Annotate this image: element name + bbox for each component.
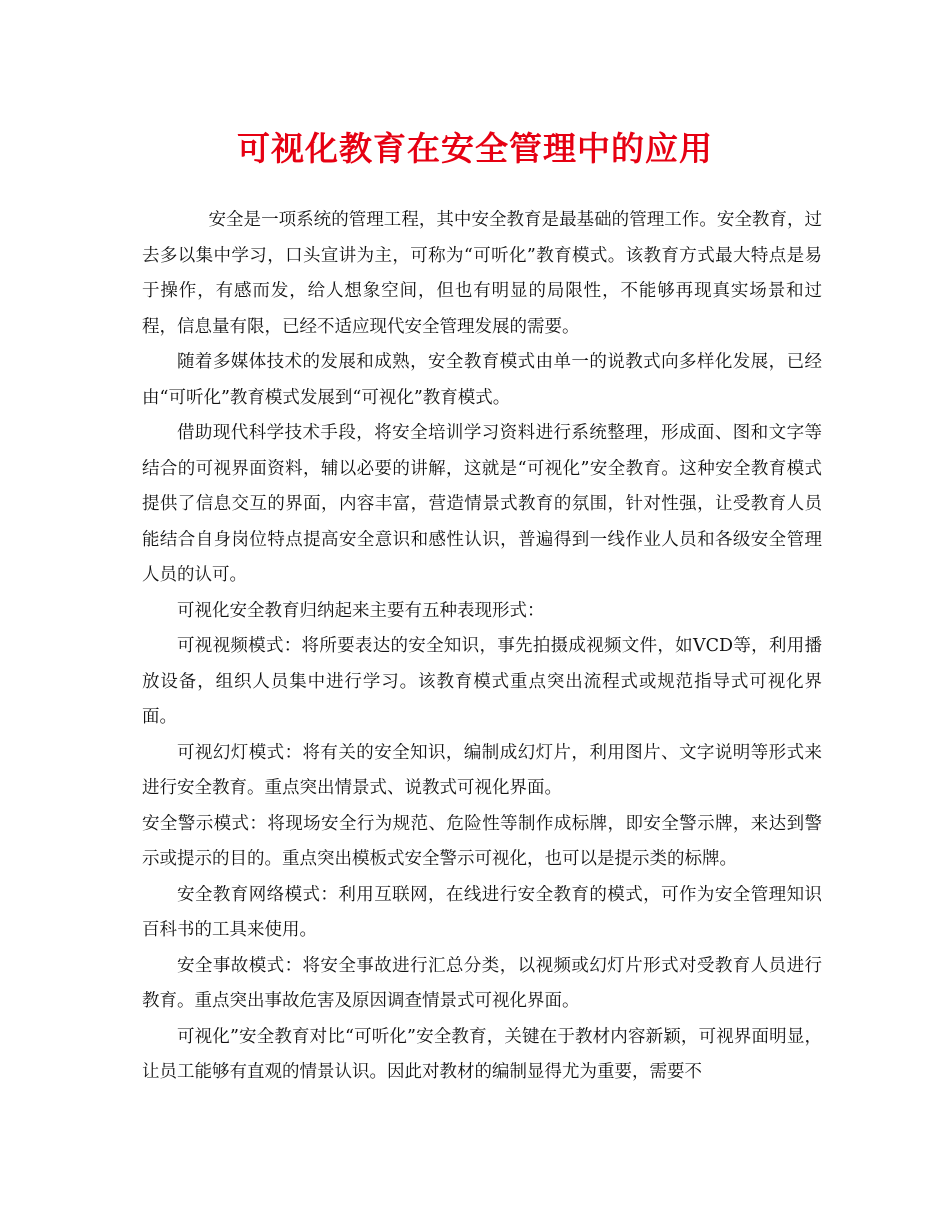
paragraph-accident-mode: 安全事故模式：将安全事故进行汇总分类，以视频或幻灯片形式对受教育人员进行教育。重点突出事故危害及原因调查情景式可视化界面。 bbox=[142, 955, 822, 1011]
document-body bbox=[142, 203, 822, 1091]
paragraph-comparison: 可视化”安全教育对比“可听化”安全教育，关键在于教材内容新颖，可视界面明显，让员工能够有直观的情景认识。因此对教材的编制显得尤为重要，需要不 bbox=[142, 1026, 822, 1082]
paragraph-video-mode: 可视视频模式：将所要表达的安全知识，事先拍摄成视频文件，如VCD等，利用播放设备，组织人员集中进行学习。该教育模式重点突出流程式或规范指导式可视化界面。 bbox=[142, 636, 822, 727]
paragraph-multimedia: 随着多媒体技术的发展和成熟，安全教育模式由单一的说教式向多样化发展，已经由“可听化”教育模式发展到“可视化”教育模式。 bbox=[142, 352, 822, 408]
paragraph-warning-mode: 安全警示模式：将现场安全行为规范、危险性等制作成标牌，即安全警示牌，来达到警示或提示的目的。重点突出模板式安全警示可视化，也可以是提示类的标牌。 bbox=[142, 813, 822, 869]
paragraph-slide-mode: 可视幻灯模式：将有关的安全知识，编制成幻灯片，利用图片、文字说明等形式来进行安全教育。重点突出情景式、说教式可视化界面。 bbox=[142, 742, 822, 798]
paragraph-network-mode: 安全教育网络模式：利用互联网，在线进行安全教育的模式，可作为安全管理知识百科书的工具来使用。 bbox=[142, 884, 822, 940]
document-title: 可视化教育在安全管理中的应用 bbox=[237, 129, 713, 168]
paragraph-five-forms: 可视化安全教育归纳起来主要有五种表现形式： bbox=[177, 600, 545, 621]
paragraph-intro: 安全是一项系统的管理工程，其中安全教育是最基础的管理工作。安全教育，过去多以集中学习，口头宣讲为主，可称为“可听化”教育模式。该教育方式最大特点是易于操作，有感而发，给人想象空间，但也有明显的局限性，不能够再现真实场景和过程，信息量有限，已经不适应现代安全管理发展的需要。 bbox=[142, 210, 822, 337]
paragraph-visual-definition: 借助现代科学技术手段，将安全培训学习资料进行系统整理，形成面、图和文字等结合的可视界面资料，辅以必要的讲解，这就是“可视化”安全教育。这种安全教育模式提供了信息交互的界面，内容丰富，营造情景式教育的氛围，针对性强，让受教育人员能结合自身岗位特点提高安全意识和感性认识，普遍得到一线作业人员和各级安全管理人员的认可。 bbox=[142, 423, 822, 585]
